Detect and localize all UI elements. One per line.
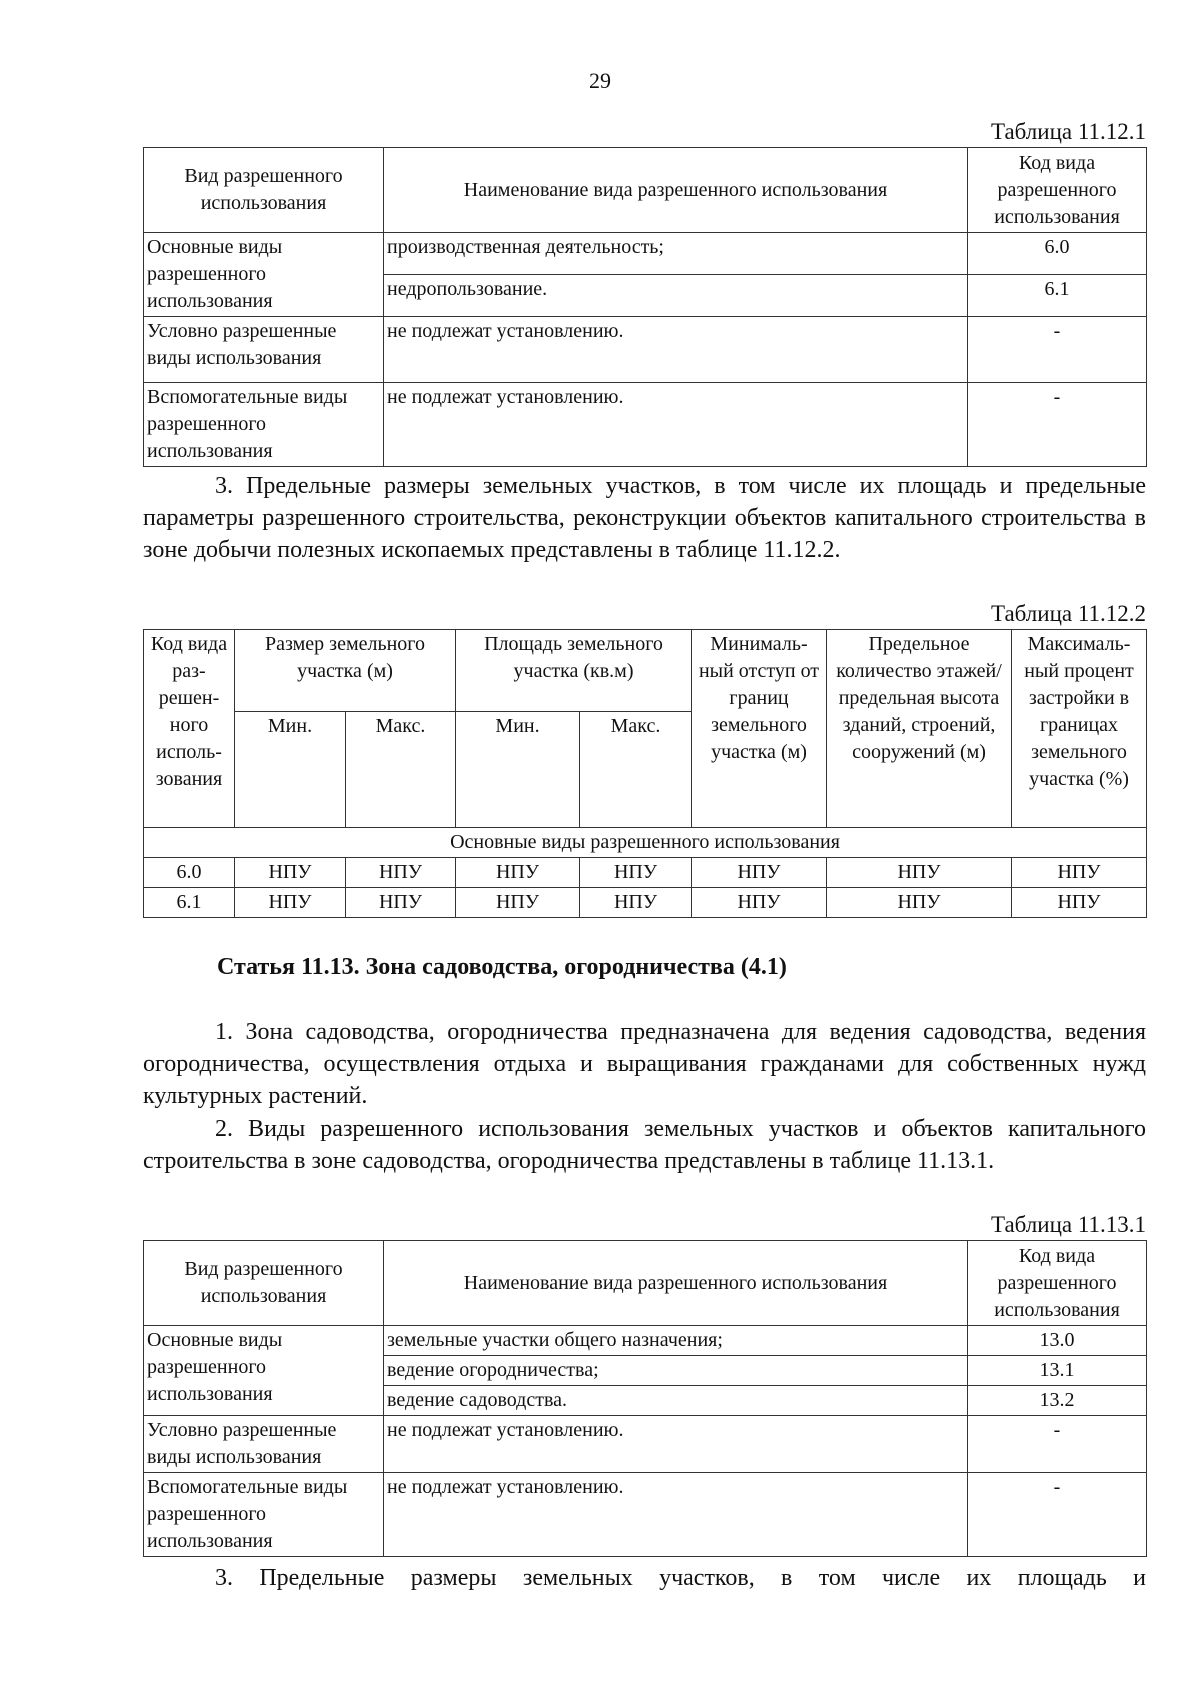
header-cell: Код вида разрешенного использования	[968, 148, 1147, 233]
data-cell: НПУ	[235, 888, 346, 918]
data-cell: НПУ	[827, 888, 1012, 918]
paragraph: 3. Предельные размеры земельных участков, в том числе их площадь и	[215, 1565, 1146, 1591]
data-cell: НПУ	[692, 858, 827, 888]
category-cell: Вспомогательные виды разрешенного использования	[144, 1473, 384, 1557]
name-cell: не подлежат установлению.	[384, 383, 968, 467]
table-11-13-1	[143, 1240, 1147, 1557]
header-cell: Код вида разрешенного использования	[968, 1241, 1147, 1326]
paragraph: 3. Предельные размеры земельных участков, в том числе их площадь и предельные параметры разрешенного строительства, реконструкции объектов капитального строительства в зоне добычи полезных ископаемых представлены в таблице 11.12.2.	[143, 473, 1146, 563]
header-cell: Минималь-ный отступ от границ земельного участка (м)	[692, 630, 827, 828]
table-11-12-1-caption: Таблица 11.12.1	[990, 119, 1146, 144]
data-cell: 6.0	[144, 858, 235, 888]
name-cell: ведение садоводства.	[384, 1386, 968, 1416]
header-cell: Вид разрешенного использования	[144, 148, 384, 233]
header-cell: Предельное количество этажей/ предельная высота зданий, строений, сооружений (м)	[827, 630, 1012, 828]
code-cell: 13.0	[968, 1326, 1147, 1356]
name-cell: недропользование.	[384, 275, 968, 317]
data-cell: НПУ	[1012, 888, 1147, 918]
header-cell: Мин.	[235, 712, 346, 828]
header-cell: Мин.	[456, 712, 580, 828]
header-cell: Размер земельного участка (м)	[235, 630, 456, 712]
category-cell: Вспомогательные виды разрешенного использования	[144, 383, 384, 467]
name-cell: не подлежат установлению.	[384, 317, 968, 383]
paragraph: 1. Зона садоводства, огородничества предназначена для ведения садоводства, ведения огородничества, осуществления отдыха и выращивания гражданами для собственных нужд культурных растений.	[143, 1019, 1146, 1109]
category-cell: Условно разрешенные виды использования	[144, 317, 384, 383]
data-cell: НПУ	[580, 858, 692, 888]
data-cell: 6.1	[144, 888, 235, 918]
header-cell: Наименование вида разрешенного использования	[384, 1241, 968, 1326]
code-cell: 13.1	[968, 1356, 1147, 1386]
code-cell: -	[968, 317, 1147, 383]
header-cell: Максималь-ный процент застройки в границах земельного участка (%)	[1012, 630, 1147, 828]
code-cell: 6.1	[968, 275, 1147, 317]
code-cell: -	[968, 383, 1147, 467]
code-cell: 13.2	[968, 1386, 1147, 1416]
data-cell: НПУ	[456, 888, 580, 918]
data-cell: НПУ	[1012, 858, 1147, 888]
code-cell: -	[968, 1473, 1147, 1557]
name-cell: не подлежат установлению.	[384, 1473, 968, 1557]
data-cell: НПУ	[692, 888, 827, 918]
data-cell: НПУ	[346, 888, 456, 918]
table-11-13-1-caption: Таблица 11.13.1	[990, 1212, 1146, 1237]
code-cell: 6.0	[968, 233, 1147, 275]
table-11-12-2-caption: Таблица 11.12.2	[990, 601, 1146, 626]
data-cell: НПУ	[346, 858, 456, 888]
header-cell: Наименование вида разрешенного использования	[384, 148, 968, 233]
header-cell: Площадь земельного участка (кв.м)	[456, 630, 692, 712]
page-number: 29	[589, 68, 611, 93]
paragraph: 2. Виды разрешенного использования земельных участков и объектов капитального строительства в зоне садоводства, огородничества представлены в таблице 11.13.1.	[143, 1116, 1146, 1174]
category-cell: Основные виды разрешенного использования	[144, 1326, 384, 1416]
header-cell: Код вида раз-решен-ного исполь-зования	[144, 630, 235, 828]
name-cell: производственная деятельность;	[384, 233, 968, 275]
data-cell: НПУ	[827, 858, 1012, 888]
data-cell: НПУ	[580, 888, 692, 918]
code-cell: -	[968, 1416, 1147, 1473]
name-cell: ведение огородничества;	[384, 1356, 968, 1386]
name-cell: земельные участки общего назначения;	[384, 1326, 968, 1356]
header-cell: Макс.	[346, 712, 456, 828]
article-heading: Статья 11.13. Зона садоводства, огородничества (4.1)	[217, 954, 787, 980]
table-11-12-1	[143, 147, 1147, 467]
header-cell: Макс.	[580, 712, 692, 828]
section-row: Основные виды разрешенного использования	[144, 828, 1147, 858]
header-cell: Вид разрешенного использования	[144, 1241, 384, 1326]
category-cell: Основные виды разрешенного использования	[144, 233, 384, 317]
category-cell: Условно разрешенные виды использования	[144, 1416, 384, 1473]
data-cell: НПУ	[235, 858, 346, 888]
data-cell: НПУ	[456, 858, 580, 888]
table-11-12-2	[143, 629, 1147, 918]
name-cell: не подлежат установлению.	[384, 1416, 968, 1473]
